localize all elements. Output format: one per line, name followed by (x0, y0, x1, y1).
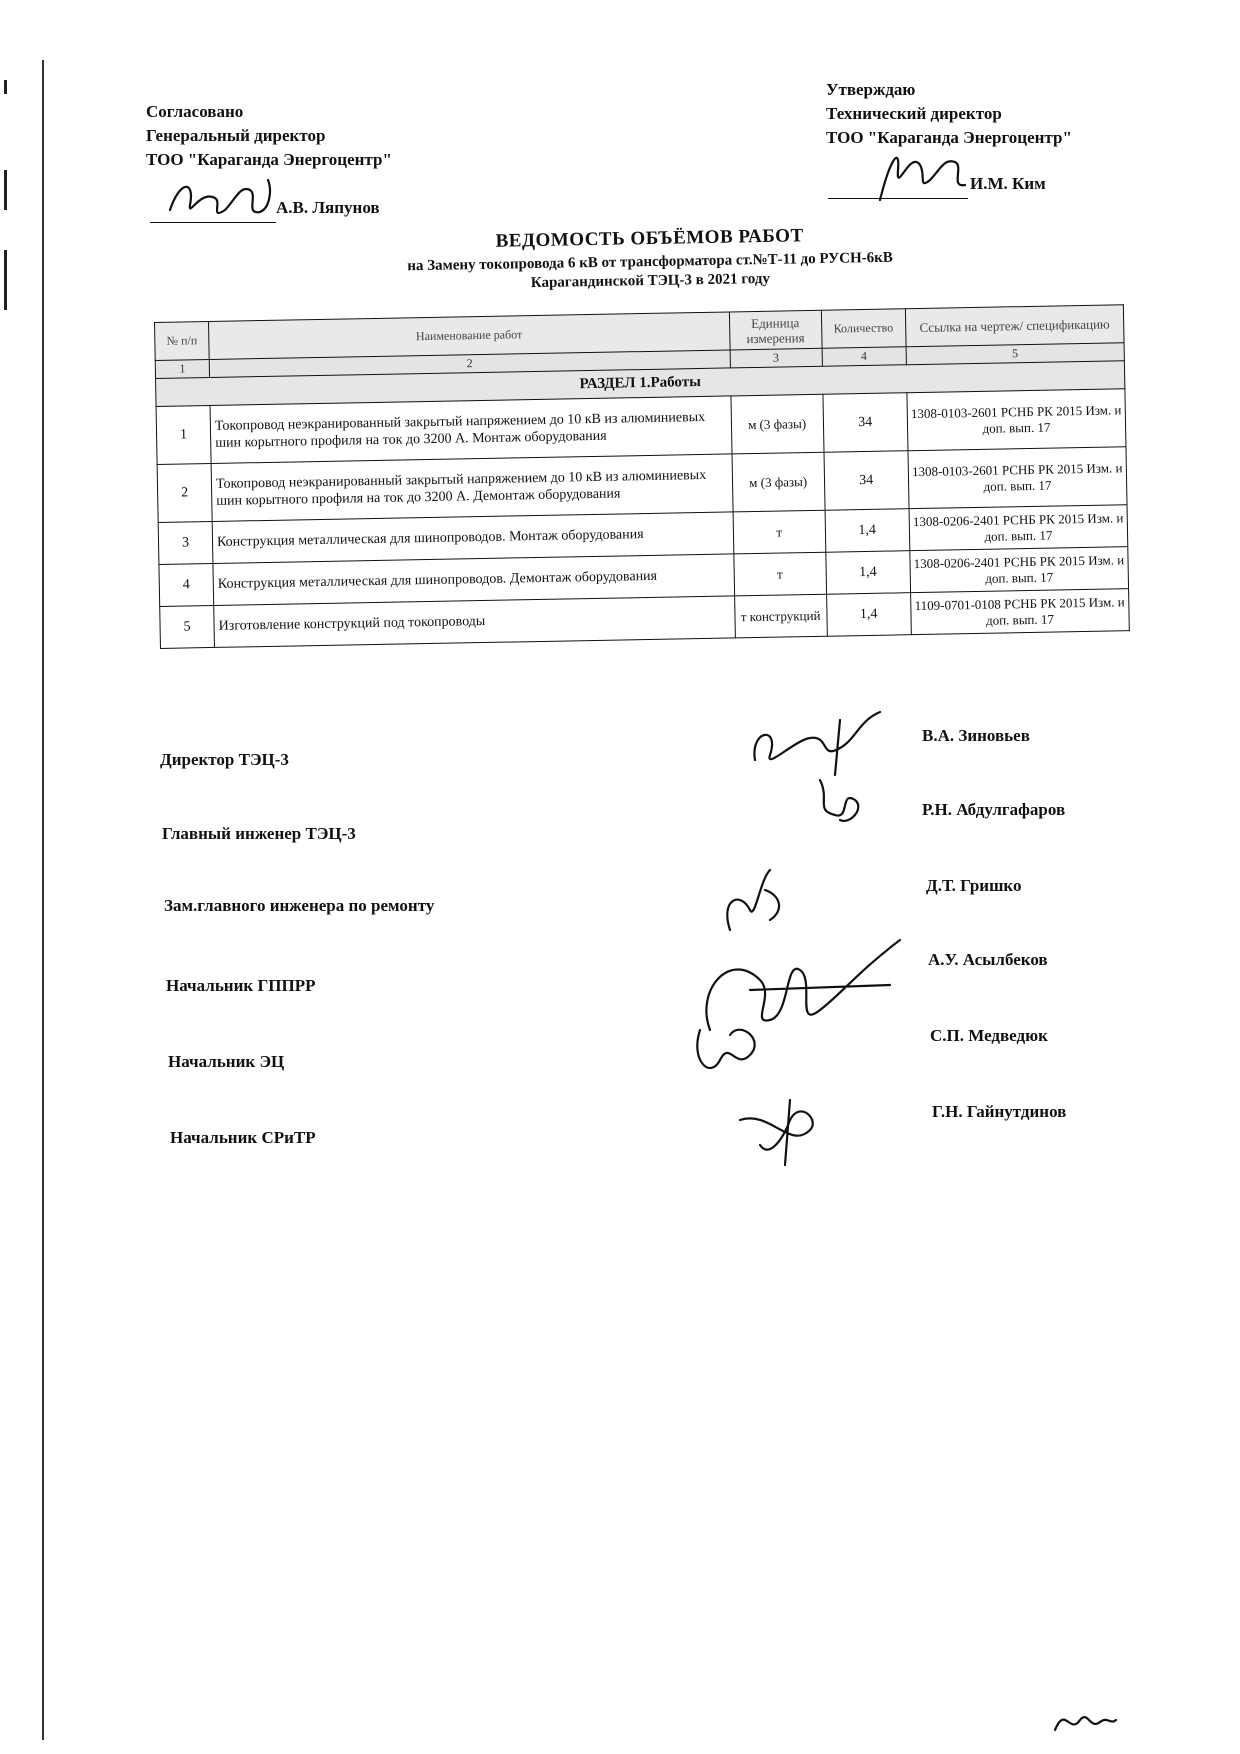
row-qty: 34 (824, 451, 909, 511)
row-no: 2 (157, 463, 212, 522)
signatory-name: Г.Н. Гайнутдинов (932, 1102, 1067, 1121)
signatory-name: В.А. Зиновьев (922, 726, 1030, 745)
agreed-signature (160, 170, 280, 230)
document-subtitle-2: Карагандинской ТЭЦ-3 в 2021 году (530, 270, 771, 292)
col-number: 5 (906, 343, 1125, 365)
signatory-position: Начальник ГППРР (166, 976, 316, 995)
signatory-position: Зам.главного инженера по ремонту (164, 896, 435, 915)
signatory-position: Главный инженер ТЭЦ-3 (162, 824, 356, 843)
section-title: РАЗДЕЛ 1.Работы (156, 361, 1125, 407)
header-name: Наименование работ (209, 312, 730, 360)
margin-mark (4, 80, 7, 94)
page-initials (1050, 1700, 1120, 1740)
approved-label: Утверждаю (826, 80, 916, 99)
row-ref: 1308-0103-2601 РСНБ РК 2015 Изм. и доп. вып. 17 (908, 447, 1127, 509)
approved-signer: И.М. Ким (970, 174, 1046, 193)
header-unit: Единица измерения (729, 310, 822, 350)
works-table (154, 304, 1130, 649)
row-unit: т конструкций (734, 594, 827, 638)
approved-org: ТОО "Караганда Энергоцентр" (826, 128, 1072, 147)
row-qty: 34 (823, 393, 908, 453)
signatory-position: Директор ТЭЦ-3 (160, 750, 289, 769)
signature-sritr (730, 1090, 830, 1170)
header-qty: Количество (821, 309, 906, 349)
signature-chief-engineer (810, 770, 870, 830)
row-ref: 1308-0206-2401 РСНБ РК 2015 Изм. и доп. вып. 17 (910, 547, 1129, 593)
col-number: 2 (209, 350, 730, 378)
row-no: 1 (156, 405, 211, 464)
row-unit: т (733, 552, 826, 596)
header-ref: Ссылка на чертеж/ спецификацию (905, 305, 1124, 347)
row-name: Токопровод неэкранированный закрытый напряжением до 10 кВ из алюминиевых шин корытного профиля на ток до 3200 А. Демонтаж оборудования (211, 454, 733, 522)
agreed-org: ТОО "Караганда Энергоцентр" (146, 150, 392, 169)
col-number: 1 (155, 359, 209, 378)
row-no: 5 (160, 605, 215, 648)
row-ref: 1109-0701-0108 РСНБ РК 2015 Изм. и доп. вып. 17 (910, 589, 1129, 635)
row-qty: 1,4 (826, 593, 911, 637)
signatory-name: А.У. Асылбеков (928, 950, 1048, 969)
approved-signature (860, 140, 970, 210)
row-name: Токопровод неэкранированный закрытый напряжением до 10 кВ из алюминиевых шин корытного профиля на ток до 3200 А. Монтаж оборудования (210, 396, 732, 464)
row-name: Конструкция металлическая для шинопроводов. Монтаж оборудования (212, 512, 733, 564)
margin-mark (4, 250, 7, 310)
row-unit: м (3 фазы) (732, 452, 825, 512)
signatory-name: Р.Н. Абдулгафаров (922, 800, 1066, 819)
signature-deputy (710, 860, 800, 940)
col-number: 4 (822, 347, 906, 367)
row-name: Изготовление конструкций под токопроводы (214, 596, 735, 648)
agreed-signer: А.В. Ляпунов (276, 198, 380, 217)
header-no: № п/п (155, 322, 210, 361)
document-title: ВЕДОМОСТЬ ОБЪЁМОВ РАБОТ (495, 225, 804, 252)
row-qty: 1,4 (825, 509, 910, 553)
signatory-name: С.П. Медведюк (930, 1026, 1048, 1045)
col-number: 3 (730, 348, 822, 368)
document-title-block (220, 221, 1081, 298)
row-no: 4 (159, 563, 214, 606)
agreed-block (146, 100, 486, 172)
signature-ets (680, 1010, 780, 1090)
row-name: Конструкция металлическая для шинопроводов. Демонтаж оборудования (213, 554, 734, 606)
signature-director (740, 700, 900, 780)
agreed-label: Согласовано (146, 102, 244, 121)
agreed-position: Генеральный директор (146, 126, 326, 145)
approved-position: Технический директор (826, 104, 1002, 123)
document-subtitle: на Замену токопровода 6 кВ от трансформатора ст.№Т-11 до РУСН-6кВ (407, 249, 893, 275)
margin-mark (42, 60, 44, 1740)
signatory-position: Начальник ЭЦ (168, 1052, 285, 1071)
row-ref: 1308-0206-2401 РСНБ РК 2015 Изм. и доп. вып. 17 (909, 505, 1128, 551)
margin-mark (4, 170, 7, 210)
signatory-position: Начальник СРиТР (170, 1128, 316, 1147)
works-table-wrap (154, 304, 1130, 649)
row-no: 3 (158, 521, 213, 564)
row-unit: т (733, 510, 826, 554)
signatory-name: Д.Т. Гришко (926, 876, 1022, 895)
row-ref: 1308-0103-2601 РСНБ РК 2015 Изм. и доп. вып. 17 (907, 389, 1126, 451)
row-unit: м (3 фазы) (731, 394, 824, 454)
row-qty: 1,4 (826, 551, 911, 595)
